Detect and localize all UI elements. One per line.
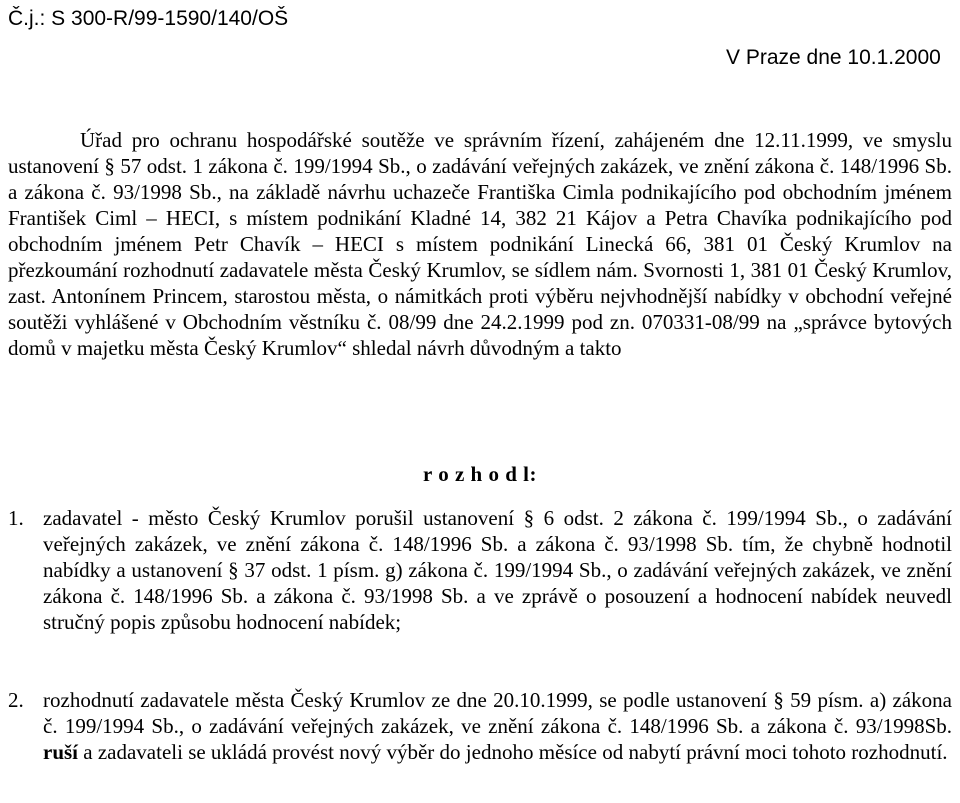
- case-reference-number: Č.j.: S 300-R/99-1590/140/OŠ: [8, 7, 289, 30]
- decision-item-number: 1.: [8, 506, 24, 530]
- decision-item-number: 2.: [8, 688, 24, 712]
- intro-paragraph: Úřad pro ochranu hospodářské soutěže ve správním řízení, zahájeném dne 12.11.1999, ve smyslu ustanovení § 57 odst. 1 zákona č. 199/1994 Sb., o zadávání veřejných zakázek, ve znění zákona č. 148/1996 Sb. a zákona č. 93/1998 Sb., na základě návrhu uchazeče Františka Cimla podnikajícího pod obchodním jménem František Ciml – HECI, s místem podnikání Kladné 14, 382 21 Kájov a Petra Chavíka podnikajícího pod obchodním jménem Petr Chavík – HECI s místem podnikání Linecká 66, 381 01 Český Krumlov na přezkoumání rozhodnutí zadavatele města Český Krumlov, se sídlem nám. Svornosti 1, 381 01 Český Krumlov, zast. Antonínem Princem, starostou města, o námitkách proti výběru nejvhodnější nabídky v obchodní veřejné soutěži vyhlášené v Obchodním věstníku č. 08/99 dne 24.2.1999 pod zn. 070331-08/99 na „správce bytových domů v majetku města Český Krumlov“ shledal návrh důvodným a takto: [8, 128, 952, 360]
- decision-item-2: [8, 687, 952, 765]
- decision-heading: r o z h o d l:: [423, 462, 537, 486]
- decision-item-text-end: a zadavateli se ukládá provést nový výběr do jednoho měsíce od nabytí právní moci tohoto rozhodnutí.: [78, 740, 948, 764]
- decision-item-text-start: rozhodnutí zadavatele města Český Krumlov ze dne 20.10.1999, se podle ustanovení § 59 písm. a) zákona č. 199/1994 Sb., o zadávání veřejných zakázek, ve znění zákona č. 148/1996 Sb. a zákona č. 93/1998Sb.: [43, 688, 952, 738]
- decision-item-text: [43, 687, 952, 765]
- decision-verdict-emphasis: ruší: [43, 740, 79, 764]
- document-date: V Praze dne 10.1.2000: [726, 46, 941, 69]
- decision-item-text: zadavatel - město Český Krumlov porušil ustanovení § 6 odst. 2 zákona č. 199/1994 Sb., o zadávání veřejných zakázek, ve znění zákona č. 148/1996 Sb. a zákona č. 93/1998 Sb. tím, že chybně hodnotil nabídky a ustanovení § 37 odst. 1 písm. g) zákona č. 199/1994 Sb., o zadávání veřejných zakázek, ve znění zákona č. 148/1996 Sb. a zákona č. 93/1998 Sb. a ve zprávě o posouzení a hodnocení nabídek neuvedl stručný popis způsobu hodnocení nabídek;: [43, 506, 952, 634]
- decision-item-1: [8, 505, 952, 635]
